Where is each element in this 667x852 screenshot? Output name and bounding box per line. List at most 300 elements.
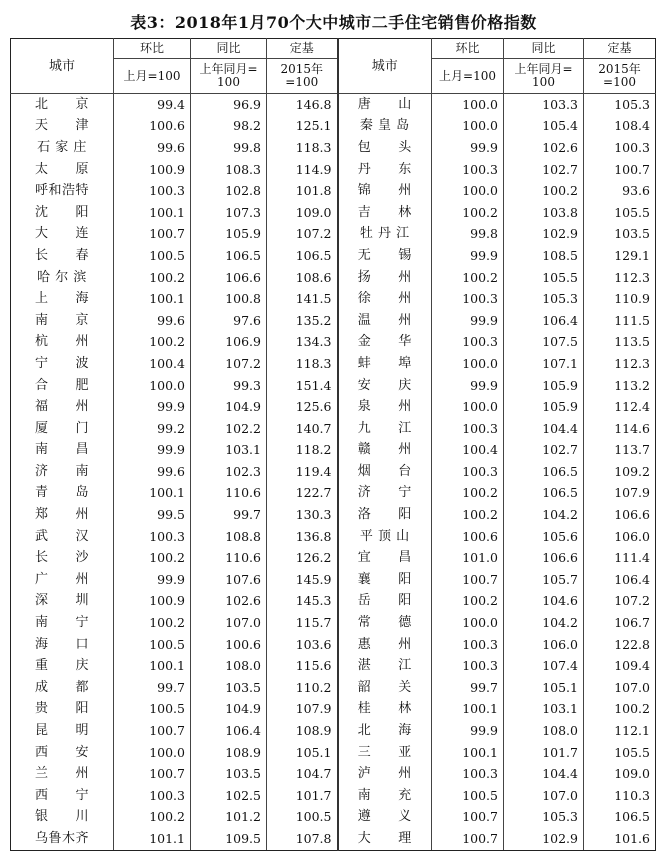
city-name-left: 北 京: [11, 94, 114, 116]
base-value-right: 105.5: [584, 742, 656, 764]
base-value-left: 118.3: [267, 353, 338, 375]
base-value-right: 109.0: [584, 763, 656, 785]
base-value-left: 108.9: [267, 720, 338, 742]
mom-sub-right: 上月=100: [432, 59, 504, 94]
city-name-left: 太 原: [11, 159, 114, 181]
mom-value-right: 100.3: [432, 159, 504, 181]
mom-value-left: 100.0: [114, 742, 191, 764]
city-name-left: 大 连: [11, 224, 114, 246]
mom-value-right: 100.6: [432, 526, 504, 548]
yoy-value-right: 108.5: [504, 245, 584, 267]
table-row: [11, 353, 656, 375]
yoy-value-left: 103.5: [191, 677, 267, 699]
city-name-left: 南 京: [11, 310, 114, 332]
mom-value-left: 99.6: [114, 310, 191, 332]
city-name-right: 遵 义: [338, 807, 432, 829]
base-sub-right-line2: =100: [603, 75, 636, 89]
mom-value-right: 100.0: [432, 94, 504, 116]
base-value-left: 110.2: [267, 677, 338, 699]
mom-value-right: 101.0: [432, 547, 504, 569]
city-name-right: 惠 州: [338, 634, 432, 656]
mom-value-right: 100.5: [432, 785, 504, 807]
city-name-left: 广 州: [11, 569, 114, 591]
base-value-left: 105.1: [267, 742, 338, 764]
mom-value-right: 100.3: [432, 332, 504, 354]
city-column-header-right: 城市: [338, 39, 432, 94]
yoy-header-right: 同比: [504, 39, 584, 59]
base-value-left: 107.2: [267, 224, 338, 246]
yoy-value-left: 97.6: [191, 310, 267, 332]
city-name-left: 福 州: [11, 396, 114, 418]
city-name-right: 湛 江: [338, 655, 432, 677]
mom-value-left: 100.7: [114, 763, 191, 785]
mom-value-left: 100.3: [114, 526, 191, 548]
city-name-right: 赣 州: [338, 440, 432, 462]
base-value-left: 118.2: [267, 440, 338, 462]
city-name-right: 洛 阳: [338, 504, 432, 526]
yoy-sub-right: [504, 59, 584, 94]
base-sub-right-line1: 2015年: [598, 62, 641, 76]
yoy-value-left: 107.3: [191, 202, 267, 224]
table-row: [11, 591, 656, 613]
city-name-right: 烟 台: [338, 461, 432, 483]
base-value-left: 114.9: [267, 159, 338, 181]
base-value-left: 146.8: [267, 94, 338, 116]
table-row: [11, 440, 656, 462]
mom-value-right: 100.2: [432, 504, 504, 526]
yoy-value-left: 106.9: [191, 332, 267, 354]
yoy-value-right: 103.1: [504, 699, 584, 721]
table-row: [11, 159, 656, 181]
base-value-left: 126.2: [267, 547, 338, 569]
yoy-value-left: 99.8: [191, 137, 267, 159]
yoy-sub-left-line2: 100: [217, 75, 240, 89]
city-name-left: 兰 州: [11, 763, 114, 785]
yoy-value-left: 105.9: [191, 224, 267, 246]
yoy-value-right: 105.5: [504, 267, 584, 289]
mom-value-left: 100.9: [114, 159, 191, 181]
yoy-value-right: 105.4: [504, 116, 584, 138]
table-row: [11, 224, 656, 246]
yoy-sub-left-line1: 上年同月=: [199, 62, 258, 76]
city-name-left: 南 昌: [11, 440, 114, 462]
city-name-left: 沈 阳: [11, 202, 114, 224]
mom-value-right: 99.9: [432, 375, 504, 397]
table-row: [11, 267, 656, 289]
city-name-left: 银 川: [11, 807, 114, 829]
city-name-left: 成 都: [11, 677, 114, 699]
city-name-right: 岳 阳: [338, 591, 432, 613]
mom-value-right: 100.2: [432, 202, 504, 224]
city-name-right: 桂 林: [338, 699, 432, 721]
mom-value-left: 100.1: [114, 288, 191, 310]
yoy-value-left: 107.2: [191, 353, 267, 375]
mom-value-right: 100.7: [432, 807, 504, 829]
city-name-left: 西 宁: [11, 785, 114, 807]
table-row: [11, 634, 656, 656]
table-row: [11, 396, 656, 418]
city-name-right: 金 华: [338, 332, 432, 354]
yoy-value-left: 108.0: [191, 655, 267, 677]
yoy-value-right: 102.6: [504, 137, 584, 159]
city-name-right: 北 海: [338, 720, 432, 742]
city-name-right: 锦 州: [338, 180, 432, 202]
city-name-left: 长 沙: [11, 547, 114, 569]
table-row: [11, 180, 656, 202]
base-value-right: 100.2: [584, 699, 656, 721]
base-value-right: 93.6: [584, 180, 656, 202]
city-name-left: 呼和浩特: [11, 180, 114, 202]
mom-value-left: 99.7: [114, 677, 191, 699]
mom-value-right: 100.4: [432, 440, 504, 462]
base-value-right: 107.2: [584, 591, 656, 613]
mom-header-left: 环比: [114, 39, 191, 59]
mom-value-left: 100.1: [114, 655, 191, 677]
base-value-left: 108.6: [267, 267, 338, 289]
mom-value-left: 99.5: [114, 504, 191, 526]
base-value-right: 112.1: [584, 720, 656, 742]
yoy-value-left: 106.6: [191, 267, 267, 289]
base-value-left: 109.0: [267, 202, 338, 224]
yoy-value-right: 105.1: [504, 677, 584, 699]
yoy-value-left: 96.9: [191, 94, 267, 116]
base-value-left: 104.7: [267, 763, 338, 785]
mom-value-right: 100.1: [432, 742, 504, 764]
mom-value-right: 100.0: [432, 353, 504, 375]
city-name-right: 九 江: [338, 418, 432, 440]
base-value-right: 107.9: [584, 483, 656, 505]
city-name-left: 石 家 庄: [11, 137, 114, 159]
table-row: [11, 94, 656, 116]
base-value-right: 114.6: [584, 418, 656, 440]
city-name-right: 唐 山: [338, 94, 432, 116]
base-value-left: 134.3: [267, 332, 338, 354]
yoy-value-right: 102.7: [504, 440, 584, 462]
table-row: [11, 288, 656, 310]
mom-value-left: 100.6: [114, 116, 191, 138]
city-name-right: 常 德: [338, 612, 432, 634]
city-name-right: 大 理: [338, 828, 432, 850]
mom-value-right: 100.3: [432, 634, 504, 656]
base-value-left: 145.9: [267, 569, 338, 591]
base-value-right: 101.6: [584, 828, 656, 850]
mom-value-left: 99.6: [114, 137, 191, 159]
city-name-right: 平 顶 山: [338, 526, 432, 548]
table-row: [11, 137, 656, 159]
table-row: [11, 526, 656, 548]
base-value-right: 129.1: [584, 245, 656, 267]
mom-value-left: 100.4: [114, 353, 191, 375]
yoy-value-left: 102.2: [191, 418, 267, 440]
yoy-value-left: 110.6: [191, 483, 267, 505]
mom-value-left: 99.9: [114, 396, 191, 418]
base-value-left: 107.9: [267, 699, 338, 721]
yoy-value-left: 100.8: [191, 288, 267, 310]
city-column-header-left: 城市: [11, 39, 114, 94]
mom-value-left: 100.7: [114, 224, 191, 246]
city-name-left: 青 岛: [11, 483, 114, 505]
table-row: [11, 807, 656, 829]
base-value-left: 107.8: [267, 828, 338, 850]
city-name-left: 贵 阳: [11, 699, 114, 721]
table-row: [11, 785, 656, 807]
yoy-value-right: 105.7: [504, 569, 584, 591]
yoy-sub-right-line2: 100: [532, 75, 555, 89]
mom-value-right: 100.0: [432, 396, 504, 418]
mom-value-left: 100.0: [114, 375, 191, 397]
base-value-right: 108.4: [584, 116, 656, 138]
mom-value-left: 101.1: [114, 828, 191, 850]
base-value-left: 106.5: [267, 245, 338, 267]
mom-value-left: 100.2: [114, 332, 191, 354]
base-value-right: 105.3: [584, 94, 656, 116]
mom-value-right: 100.0: [432, 180, 504, 202]
base-sub-right: [584, 59, 656, 94]
table-row: [11, 655, 656, 677]
mom-value-left: 100.2: [114, 612, 191, 634]
mom-value-left: 99.9: [114, 440, 191, 462]
mom-value-right: 99.9: [432, 245, 504, 267]
mom-value-left: 100.2: [114, 267, 191, 289]
base-value-left: 101.8: [267, 180, 338, 202]
mom-value-right: 99.9: [432, 720, 504, 742]
mom-value-right: 100.7: [432, 569, 504, 591]
base-value-right: 100.3: [584, 137, 656, 159]
city-name-right: 温 州: [338, 310, 432, 332]
city-name-left: 南 宁: [11, 612, 114, 634]
mom-value-left: 100.5: [114, 699, 191, 721]
yoy-value-left: 102.6: [191, 591, 267, 613]
mom-value-right: 100.2: [432, 483, 504, 505]
mom-value-left: 99.6: [114, 461, 191, 483]
base-value-right: 112.3: [584, 267, 656, 289]
base-sub-left-line2: =100: [285, 75, 319, 89]
base-value-left: 115.7: [267, 612, 338, 634]
table-row: [11, 720, 656, 742]
page-title: 表3：2018年1月70个大中城市二手住宅销售价格指数: [130, 13, 537, 32]
city-name-left: 武 汉: [11, 526, 114, 548]
yoy-value-right: 102.7: [504, 159, 584, 181]
base-value-right: 106.5: [584, 807, 656, 829]
city-name-right: 泉 州: [338, 396, 432, 418]
mom-value-left: 100.1: [114, 483, 191, 505]
table-row: [11, 202, 656, 224]
table-row: [11, 245, 656, 267]
city-name-right: 韶 关: [338, 677, 432, 699]
mom-value-right: 100.1: [432, 699, 504, 721]
base-value-right: 106.0: [584, 526, 656, 548]
yoy-value-right: 106.5: [504, 483, 584, 505]
yoy-value-left: 104.9: [191, 396, 267, 418]
city-name-left: 天 津: [11, 116, 114, 138]
city-name-left: 杭 州: [11, 332, 114, 354]
base-value-left: 119.4: [267, 461, 338, 483]
yoy-value-right: 101.7: [504, 742, 584, 764]
yoy-value-right: 105.3: [504, 288, 584, 310]
yoy-value-left: 102.5: [191, 785, 267, 807]
yoy-sub-left: [191, 59, 267, 94]
mom-value-left: 100.1: [114, 202, 191, 224]
base-value-right: 113.5: [584, 332, 656, 354]
yoy-value-right: 103.8: [504, 202, 584, 224]
yoy-value-right: 102.9: [504, 224, 584, 246]
base-value-right: 110.3: [584, 785, 656, 807]
mom-value-left: 100.5: [114, 245, 191, 267]
base-value-right: 112.4: [584, 396, 656, 418]
yoy-value-left: 104.9: [191, 699, 267, 721]
mom-value-right: 100.3: [432, 461, 504, 483]
yoy-value-right: 104.4: [504, 418, 584, 440]
mom-value-right: 100.2: [432, 267, 504, 289]
city-name-left: 西 安: [11, 742, 114, 764]
table-row: [11, 310, 656, 332]
table-row: [11, 828, 656, 850]
mom-value-right: 100.7: [432, 828, 504, 850]
table-row: [11, 742, 656, 764]
table-row: [11, 375, 656, 397]
yoy-value-left: 108.8: [191, 526, 267, 548]
base-value-right: 112.3: [584, 353, 656, 375]
yoy-value-right: 105.9: [504, 396, 584, 418]
yoy-value-left: 107.6: [191, 569, 267, 591]
city-name-right: 包 头: [338, 137, 432, 159]
base-value-right: 107.0: [584, 677, 656, 699]
mom-header-right: 环比: [432, 39, 504, 59]
city-name-left: 深 圳: [11, 591, 114, 613]
mom-value-left: 99.4: [114, 94, 191, 116]
yoy-value-left: 102.8: [191, 180, 267, 202]
city-name-right: 秦 皇 岛: [338, 116, 432, 138]
yoy-value-right: 103.3: [504, 94, 584, 116]
base-value-right: 122.8: [584, 634, 656, 656]
base-value-left: 145.3: [267, 591, 338, 613]
city-name-right: 丹 东: [338, 159, 432, 181]
mom-sub-left: 上月=100: [114, 59, 191, 94]
city-name-left: 哈 尔 滨: [11, 267, 114, 289]
base-sub-left-line1: 2015年: [280, 62, 324, 76]
base-header-right: 定基: [584, 39, 656, 59]
city-name-left: 上 海: [11, 288, 114, 310]
yoy-value-left: 108.9: [191, 742, 267, 764]
table-row: [11, 332, 656, 354]
yoy-value-right: 105.3: [504, 807, 584, 829]
yoy-sub-right-line1: 上年同月=: [514, 62, 573, 76]
city-name-right: 南 充: [338, 785, 432, 807]
city-name-left: 宁 波: [11, 353, 114, 375]
mom-value-left: 99.2: [114, 418, 191, 440]
city-name-right: 牡 丹 江: [338, 224, 432, 246]
yoy-value-left: 109.5: [191, 828, 267, 850]
mom-value-right: 100.2: [432, 591, 504, 613]
mom-value-right: 99.8: [432, 224, 504, 246]
mom-value-left: 100.3: [114, 785, 191, 807]
city-name-right: 襄 阳: [338, 569, 432, 591]
base-value-right: 110.9: [584, 288, 656, 310]
yoy-value-left: 106.5: [191, 245, 267, 267]
yoy-value-right: 106.5: [504, 461, 584, 483]
base-value-right: 111.5: [584, 310, 656, 332]
base-value-left: 135.2: [267, 310, 338, 332]
city-name-left: 郑 州: [11, 504, 114, 526]
base-value-left: 118.3: [267, 137, 338, 159]
yoy-value-left: 103.5: [191, 763, 267, 785]
mom-value-right: 100.0: [432, 612, 504, 634]
mom-value-right: 99.7: [432, 677, 504, 699]
base-sub-left: [267, 59, 338, 94]
city-name-right: 无 锡: [338, 245, 432, 267]
base-value-right: 109.4: [584, 655, 656, 677]
city-name-left: 昆 明: [11, 720, 114, 742]
base-value-right: 106.6: [584, 504, 656, 526]
yoy-value-left: 106.4: [191, 720, 267, 742]
yoy-value-right: 106.6: [504, 547, 584, 569]
table-row: [11, 763, 656, 785]
base-value-left: 141.5: [267, 288, 338, 310]
mom-value-left: 100.2: [114, 547, 191, 569]
yoy-value-right: 104.2: [504, 612, 584, 634]
yoy-value-left: 108.3: [191, 159, 267, 181]
city-name-left: 重 庆: [11, 655, 114, 677]
table-row: [11, 677, 656, 699]
base-value-right: 106.7: [584, 612, 656, 634]
yoy-value-right: 107.5: [504, 332, 584, 354]
mom-value-left: 100.9: [114, 591, 191, 613]
table-row: [11, 569, 656, 591]
city-name-left: 厦 门: [11, 418, 114, 440]
mom-value-left: 100.2: [114, 807, 191, 829]
city-name-left: 济 南: [11, 461, 114, 483]
base-value-left: 125.1: [267, 116, 338, 138]
yoy-value-right: 106.0: [504, 634, 584, 656]
base-value-right: 103.5: [584, 224, 656, 246]
base-value-left: 125.6: [267, 396, 338, 418]
base-value-right: 111.4: [584, 547, 656, 569]
table-body: [11, 94, 656, 851]
mom-value-right: 100.3: [432, 418, 504, 440]
yoy-value-right: 104.6: [504, 591, 584, 613]
yoy-value-left: 100.6: [191, 634, 267, 656]
mom-value-left: 99.9: [114, 569, 191, 591]
yoy-value-right: 100.2: [504, 180, 584, 202]
base-value-right: 109.2: [584, 461, 656, 483]
city-name-right: 泸 州: [338, 763, 432, 785]
base-value-left: 115.6: [267, 655, 338, 677]
city-name-right: 蚌 埠: [338, 353, 432, 375]
header-row-top: [11, 39, 656, 59]
mom-value-left: 100.3: [114, 180, 191, 202]
city-name-left: 海 口: [11, 634, 114, 656]
base-header-left: 定基: [267, 39, 338, 59]
yoy-value-left: 98.2: [191, 116, 267, 138]
mom-value-right: 100.3: [432, 288, 504, 310]
mom-value-right: 100.0: [432, 116, 504, 138]
yoy-value-right: 105.6: [504, 526, 584, 548]
mom-value-right: 99.9: [432, 310, 504, 332]
yoy-value-right: 104.4: [504, 763, 584, 785]
base-value-right: 100.7: [584, 159, 656, 181]
table-row: [11, 699, 656, 721]
yoy-header-left: 同比: [191, 39, 267, 59]
mom-value-left: 100.5: [114, 634, 191, 656]
yoy-value-right: 105.9: [504, 375, 584, 397]
yoy-value-left: 102.3: [191, 461, 267, 483]
city-name-right: 安 庆: [338, 375, 432, 397]
base-value-right: 113.7: [584, 440, 656, 462]
yoy-value-left: 103.1: [191, 440, 267, 462]
city-name-right: 宜 昌: [338, 547, 432, 569]
table-row: [11, 461, 656, 483]
table-row: [11, 547, 656, 569]
